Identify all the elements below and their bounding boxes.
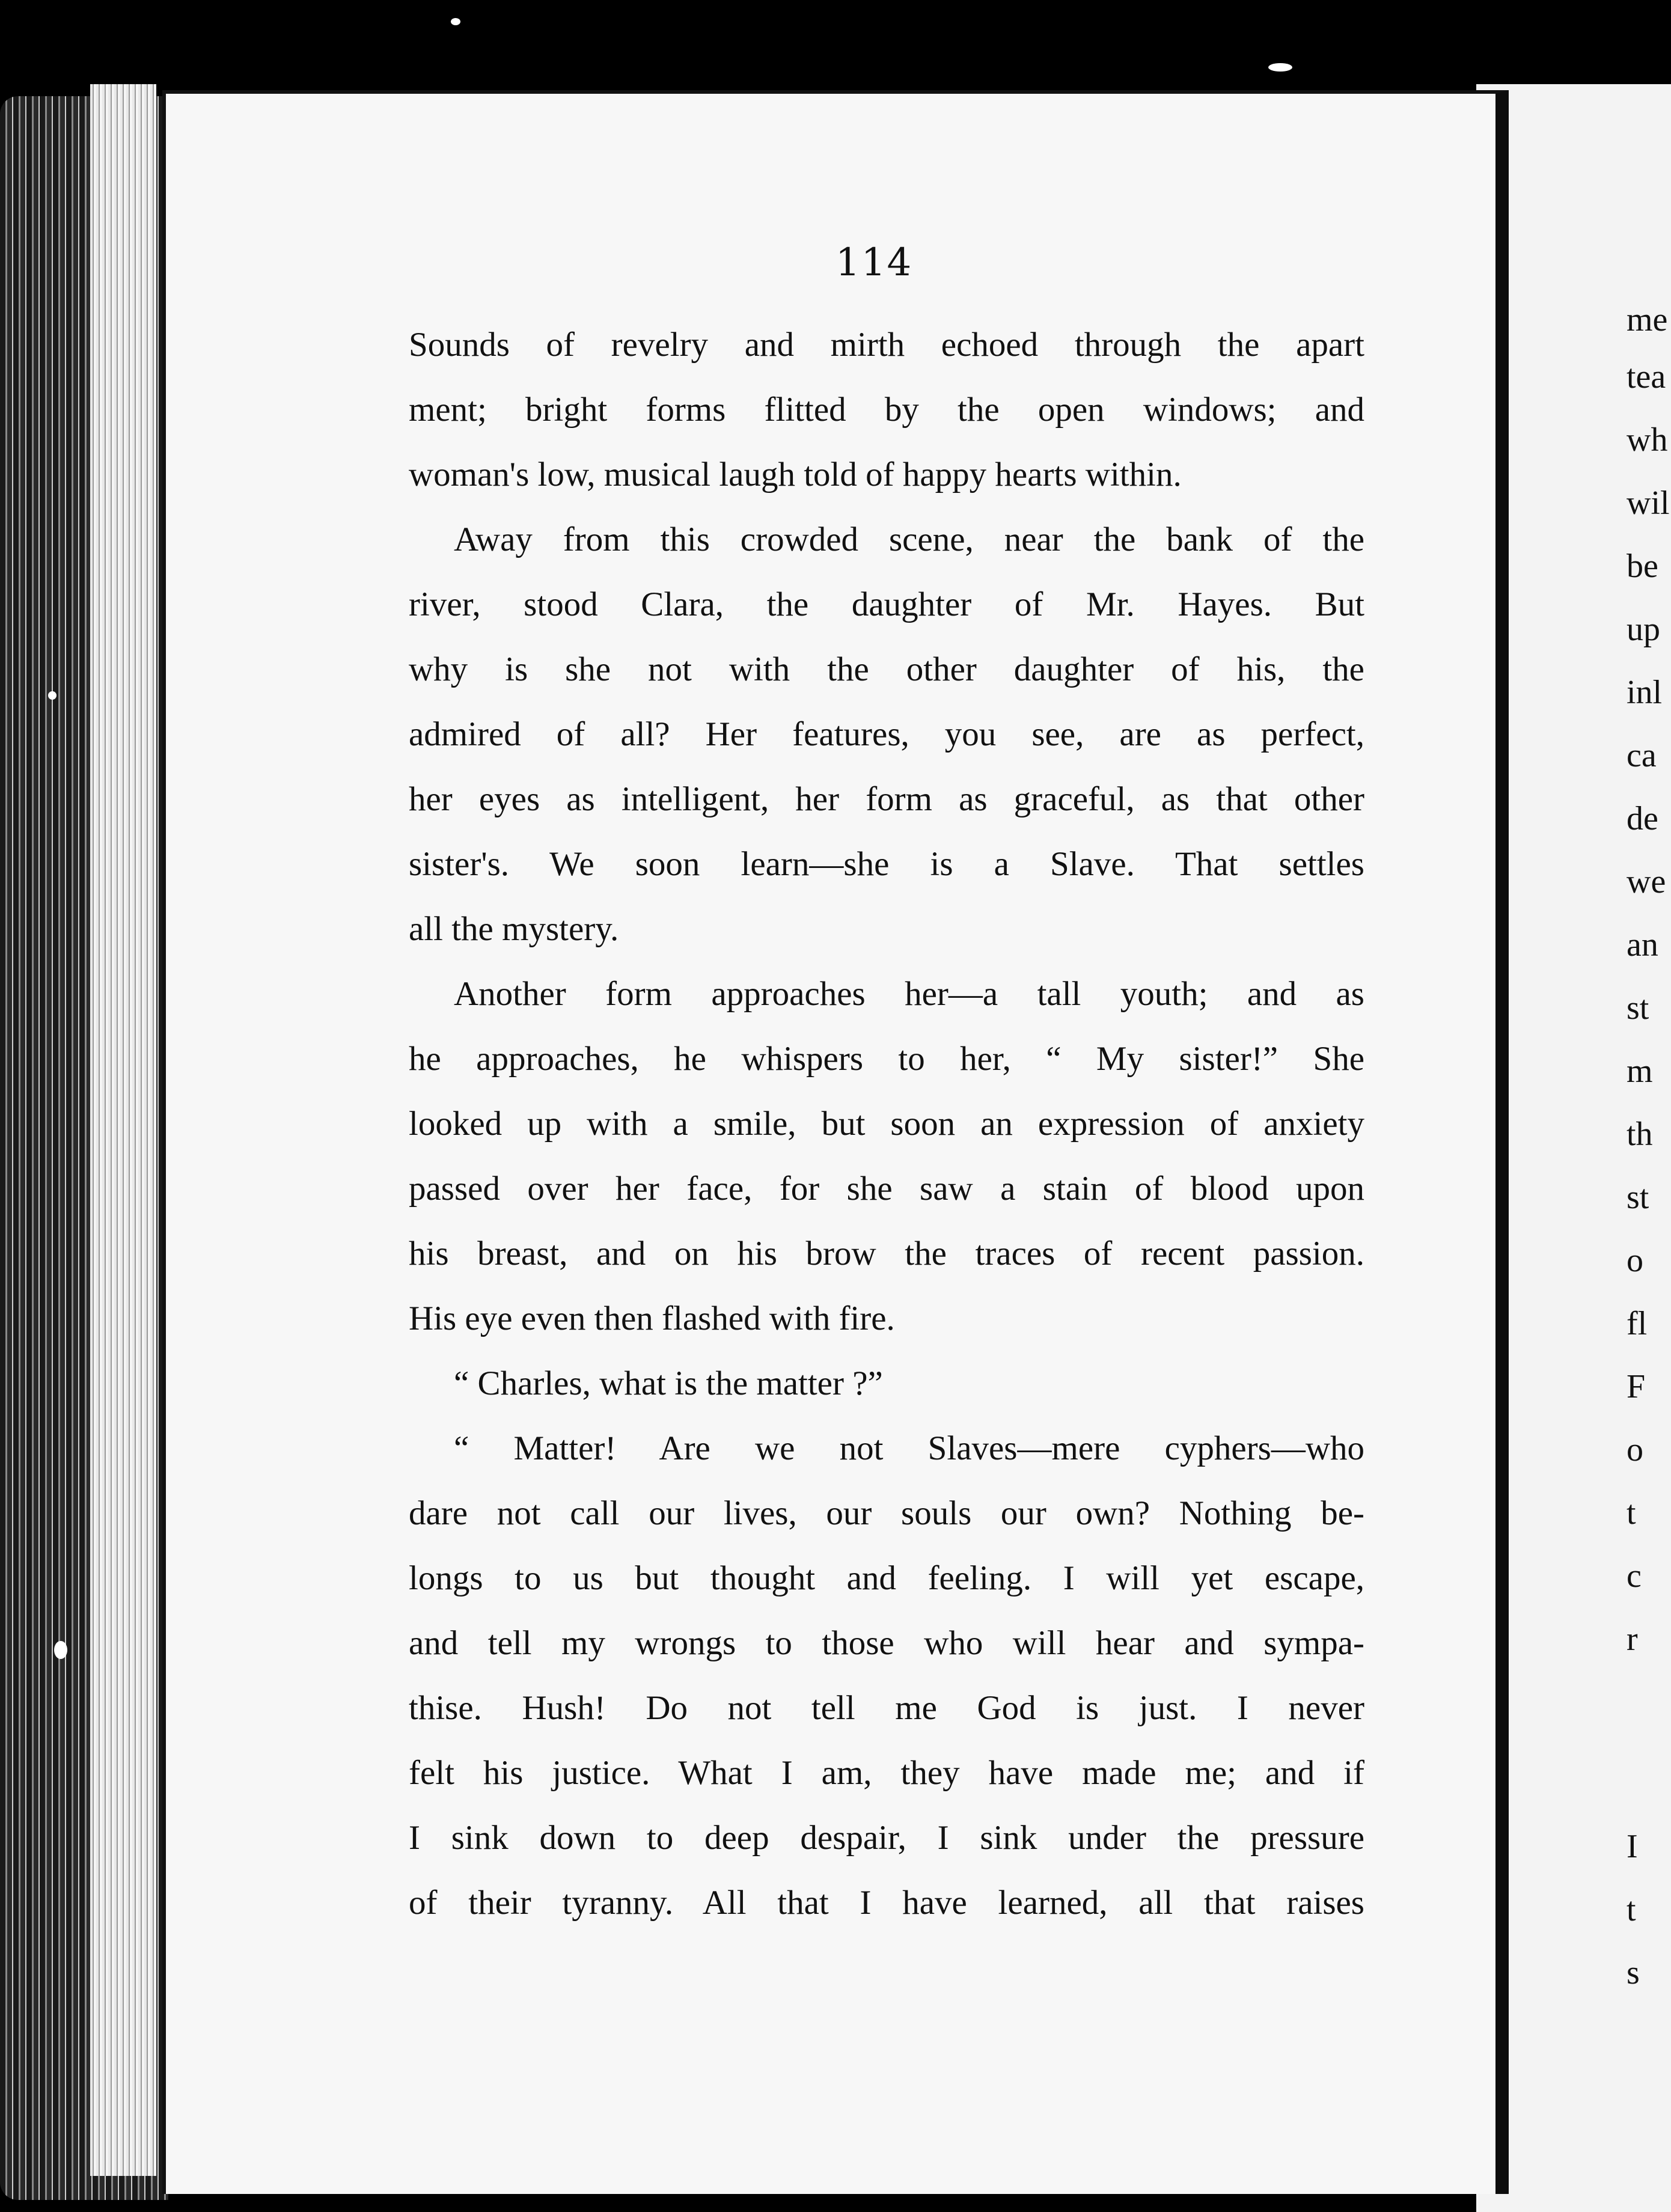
- text-line: all the mystery.: [409, 910, 619, 948]
- text-line: ment; bright forms flitted by the open windows; and: [409, 391, 1364, 429]
- facing-fragment: de: [1627, 800, 1658, 837]
- facing-fragment: up: [1627, 611, 1660, 648]
- text-line: passed over her face, for she saw a stain of blood upon: [409, 1170, 1364, 1208]
- text-line: why is she not with the other daughter of his, the: [409, 650, 1364, 688]
- scan-speck: [48, 691, 57, 700]
- facing-fragment: I: [1627, 1828, 1638, 1865]
- scan-speck: [451, 18, 460, 25]
- facing-fragment: wh: [1627, 421, 1668, 459]
- text-line: sister's. We soon learn—she is a Slave. That settles: [409, 845, 1364, 883]
- text-line: admired of all? Her features, you see, are as perfect,: [409, 715, 1364, 753]
- page-text: [409, 313, 1364, 1936]
- text-line: and tell my wrongs to those who will hear and sympa-: [409, 1624, 1364, 1662]
- text-line: looked up with a smile, but soon an expression of anxiety: [409, 1105, 1364, 1143]
- text-line: felt his justice. What I am, they have made me; and if: [409, 1754, 1364, 1792]
- text-line: thise. Hush! Do not tell me God is just. I never: [409, 1689, 1364, 1727]
- text-line: river, stood Clara, the daughter of Mr. Hayes. But: [409, 585, 1364, 623]
- facing-fragment: ca: [1627, 737, 1657, 774]
- text-line: he approaches, he whispers to her, “ My sister!” She: [409, 1040, 1364, 1078]
- page-number: 114: [836, 240, 913, 285]
- book-page-stack: [90, 84, 156, 2176]
- text-line: of their tyranny. All that I have learned, all that raises: [409, 1884, 1364, 1922]
- text-line: Another form approaches her—a tall youth; and as: [454, 975, 1364, 1013]
- facing-fragment: be: [1627, 548, 1658, 585]
- scan-speck: [54, 1641, 67, 1659]
- facing-fragment: c: [1627, 1557, 1642, 1595]
- facing-fragment: st: [1627, 989, 1649, 1027]
- facing-fragment: o: [1627, 1242, 1643, 1279]
- facing-fragment: F: [1627, 1368, 1646, 1405]
- text-line: dare not call our lives, our souls our own? Nothing be-: [409, 1494, 1364, 1532]
- text-line: I sink down to deep despair, I sink under the pressure: [409, 1819, 1364, 1857]
- text-line: longs to us but thought and feeling. I will yet escape,: [409, 1559, 1364, 1597]
- text-line: his breast, and on his brow the traces of recent passion.: [409, 1235, 1364, 1273]
- facing-fragment: me: [1627, 301, 1668, 338]
- text-line: “ Matter! Are we not Slaves—mere cyphers—who: [454, 1429, 1364, 1467]
- facing-fragment: an: [1627, 926, 1658, 964]
- facing-fragment: wil: [1627, 484, 1670, 522]
- text-line: Away from this crowded scene, near the bank of the: [454, 521, 1364, 558]
- facing-fragment: st: [1627, 1179, 1649, 1216]
- text-line: woman's low, musical laugh told of happy hearts within.: [409, 456, 1182, 493]
- facing-fragment: fl: [1627, 1305, 1648, 1342]
- facing-fragment: tea: [1627, 358, 1666, 396]
- facing-fragment: inl: [1627, 674, 1663, 711]
- facing-fragment: o: [1627, 1431, 1643, 1468]
- text-line: Sounds of revelry and mirth echoed through the apart: [409, 326, 1364, 364]
- facing-fragment: t: [1627, 1891, 1636, 1928]
- facing-fragment: s: [1627, 1954, 1640, 1991]
- scan-speck: [1268, 63, 1292, 72]
- facing-fragment: t: [1627, 1494, 1636, 1532]
- facing-fragment: r: [1627, 1621, 1638, 1658]
- facing-fragment: we: [1627, 863, 1666, 900]
- text-line: her eyes as intelligent, her form as graceful, as that other: [409, 780, 1364, 818]
- text-line: His eye even then flashed with fire.: [409, 1300, 895, 1337]
- facing-fragment: th: [1627, 1116, 1653, 1153]
- text-line: “ Charles, what is the matter ?”: [454, 1364, 883, 1402]
- facing-fragment: m: [1627, 1053, 1653, 1090]
